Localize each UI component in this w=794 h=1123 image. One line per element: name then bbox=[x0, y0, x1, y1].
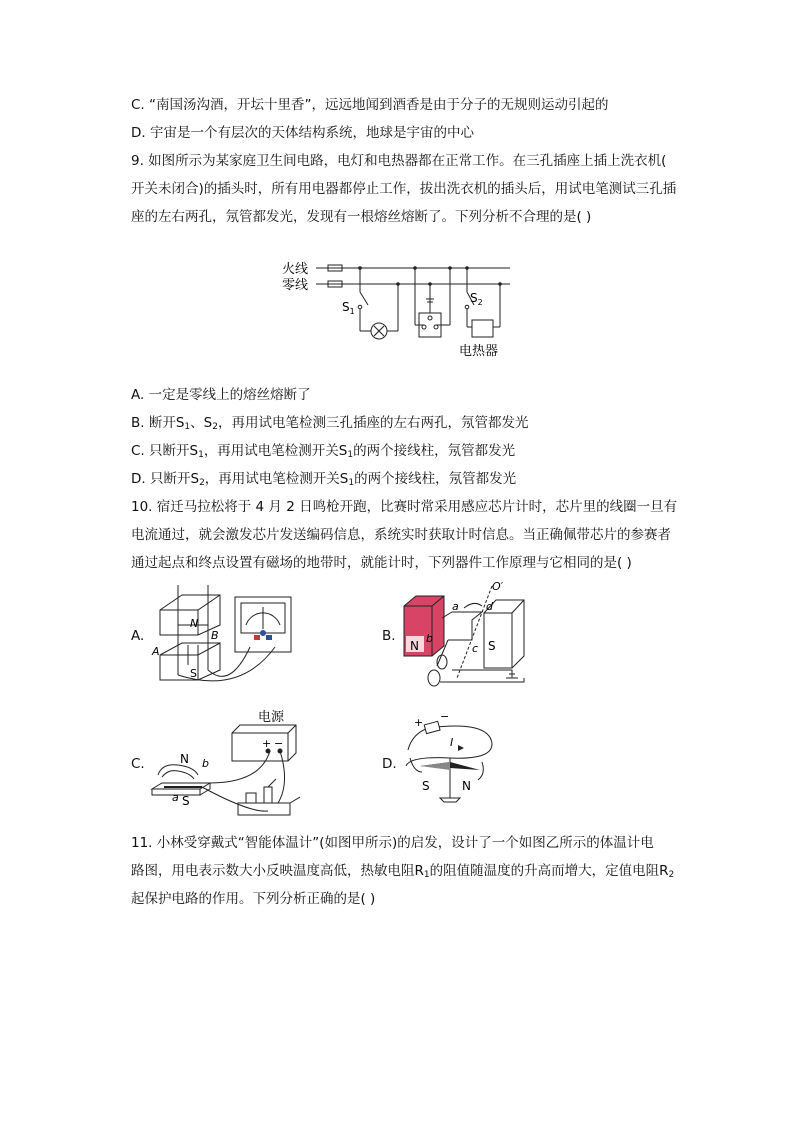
fig-c-label-b: b bbox=[202, 757, 209, 770]
q9-option-c: C. 只断开$S_1$，再用试电笔检测开关$S_1$的两个接线柱，氖管都发光 bbox=[131, 443, 516, 460]
fig-a-pole-s: S bbox=[190, 667, 197, 680]
q10-figure-a-magnet-galvanometer bbox=[150, 585, 300, 690]
q9-circuit-figure bbox=[278, 255, 518, 365]
fig-d-pole-n: N bbox=[462, 779, 471, 793]
q10-figure-d-oersted bbox=[400, 710, 500, 810]
fig-a-label-a: A bbox=[152, 645, 160, 658]
live-wire-label: 火线 bbox=[282, 262, 309, 277]
q10-option-c-label: C. bbox=[131, 756, 145, 772]
q9-stem-line-1: 9. 如图所示为某家庭卫生间电路，电灯和电热器都在正常工作。在三孔插座上插上洗衣机( bbox=[131, 153, 667, 169]
q9-option-b: B. 断开$S_1$、$S_2$，再用试电笔检测三孔插座的左右两孔，氖管都发光 bbox=[131, 415, 529, 432]
fig-b-axis-o: O′ bbox=[492, 580, 504, 593]
q11-stem-line-1: 11. 小林受穿戴式“智能体温计”(如图甲所示)的启发，设计了一个如图乙所示的体温计电 bbox=[131, 835, 654, 851]
q10-stem-line-2: 电流通过，就会激发芯片发送编码信息，系统实时获取计时信息。当正确佩带芯片的参赛者 bbox=[131, 527, 671, 543]
q10-option-b-label: B. bbox=[382, 628, 396, 644]
q10-stem-line-3: 通过起点和终点设置有磁场的地带时，就能计时，下列器件工作原理与它相同的是( ) bbox=[131, 555, 632, 571]
q9-option-d: D. 只断开$S_2$，再用试电笔检测开关$S_1$的两个接线柱，氖管都发光 bbox=[131, 471, 517, 488]
q9-stem-line-2: 开关未闭合)的插头时，所有用电器都停止工作，拔出洗衣机的插头后，用试电笔测试三孔插 bbox=[131, 181, 677, 197]
fig-b-label-a: a bbox=[452, 600, 459, 613]
fig-c-pole-s: S bbox=[182, 794, 190, 808]
fig-d-current: I bbox=[450, 736, 454, 749]
fig-b-pole-s: S bbox=[488, 639, 496, 653]
fig-b-label-c: c bbox=[472, 642, 479, 655]
q10-option-d-label: D. bbox=[382, 756, 397, 772]
q10-option-a-label: A. bbox=[131, 628, 145, 644]
q10-figure-c-motor-circuit bbox=[150, 703, 300, 823]
switch-s1-label: $S_1$ bbox=[342, 300, 355, 316]
fig-a-label-b: B bbox=[211, 629, 219, 642]
q10-stem-line-1: 10. 宿迁马拉松将于 4 月 2 日鸣枪开跑，比赛时常采用感应芯片计时，芯片里的线圈一旦有 bbox=[131, 499, 678, 515]
fig-b-pole-n: N bbox=[410, 639, 419, 653]
fig-a-pole-n: N bbox=[190, 617, 199, 630]
fig-c-pole-n: N bbox=[180, 752, 189, 766]
q8-option-c: C. “南国汤沟酒，开坛十里香”，远远地闻到酒香是由于分子的无规则运动引起的 bbox=[131, 97, 609, 113]
q9-stem-line-3: 座的左右两孔，氖管都发光，发现有一根熔丝熔断了。下列分析不合理的是( ) bbox=[131, 209, 592, 225]
q8-option-d: D. 宇宙是一个有层次的天体结构系统，地球是宇宙的中心 bbox=[131, 125, 474, 141]
neutral-wire-label: 零线 bbox=[282, 278, 309, 293]
q11-stem-line-2: 路图，用电表示数大小反映温度高低，热敏电阻$R_1$的阻值随温度的升高而增大，定值电阻$R_2$ bbox=[131, 863, 675, 880]
fig-d-minus: − bbox=[440, 710, 450, 723]
heater-label: 电热器 bbox=[459, 344, 499, 359]
fig-b-label-b: b bbox=[426, 632, 433, 645]
fig-c-label-a: a bbox=[172, 791, 179, 804]
fig-c-power-label: 电源 bbox=[258, 710, 285, 725]
fig-b-label-d: d bbox=[486, 600, 493, 613]
fig-c-plus: + bbox=[262, 737, 272, 750]
fig-c-minus: − bbox=[274, 737, 284, 750]
switch-s2-label: $S_2$ bbox=[470, 291, 483, 307]
q11-stem-line-3: 起保护电路的作用。下列分析正确的是( ) bbox=[131, 891, 376, 907]
fig-d-plus: + bbox=[414, 716, 424, 729]
q10-figure-b-generator bbox=[402, 578, 532, 693]
fig-d-pole-s: S bbox=[422, 779, 430, 793]
q9-option-a: A. 一定是零线上的熔丝熔断了 bbox=[131, 387, 311, 403]
